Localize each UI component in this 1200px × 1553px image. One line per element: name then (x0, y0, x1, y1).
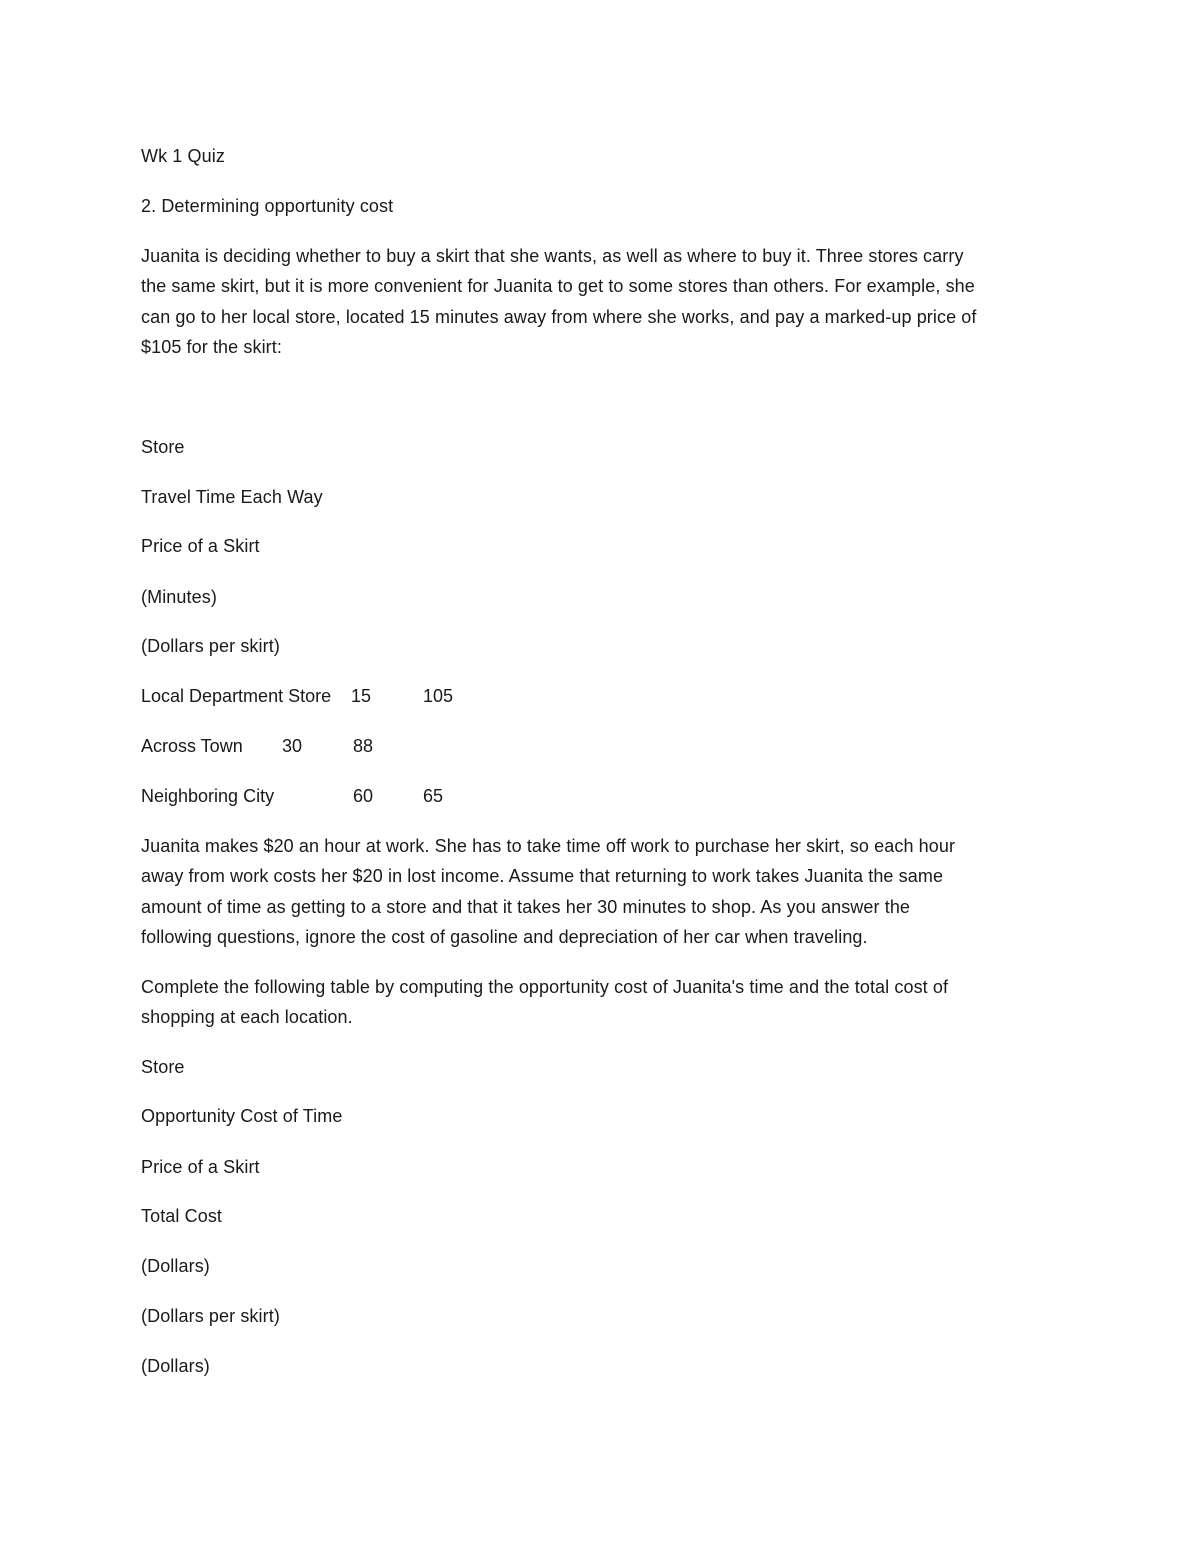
table1-price-cell: 88 (353, 736, 374, 756)
quiz-title: Wk 1 Quiz (141, 146, 225, 166)
body-line-4: following questions, ignore the cost of gasoline and depreciation of her car when traveling. (141, 927, 868, 947)
body-line-1: Juanita makes $20 an hour at work. She has to take time off work to purchase her skirt, so each hour (141, 836, 956, 856)
table1-time-cell: 30 (282, 736, 303, 756)
table1-time-cell: 15 (351, 686, 372, 706)
table1-price-cell: 65 (423, 786, 444, 806)
table1-store-cell: Local Department Store (141, 686, 332, 706)
body-line-2: away from work costs her $20 in lost income. Assume that returning to work takes Juanita the same (141, 866, 944, 886)
instruction-line-1: Complete the following table by computing the opportunity cost of Juanita's time and the total cost of (141, 977, 949, 997)
intro-line-1: Juanita is deciding whether to buy a skirt that she wants, as well as where to buy it. Three stores carry (141, 246, 964, 266)
table2-header-dollars-per-skirt: (Dollars per skirt) (141, 1306, 280, 1326)
table2-header-total-cost: Total Cost (141, 1206, 223, 1226)
intro-line-2: the same skirt, but it is more convenient for Juanita to get to some stores than others. For example, she (141, 276, 975, 296)
instruction-line-2: shopping at each location. (141, 1007, 353, 1027)
table2-header-total-dollars: (Dollars) (141, 1356, 210, 1376)
intro-line-4: $105 for the skirt: (141, 337, 282, 357)
table1-header-dollars-per-skirt: (Dollars per skirt) (141, 636, 280, 656)
table1-time-cell: 60 (353, 786, 374, 806)
table2-header-opportunity-cost: Opportunity Cost of Time (141, 1106, 343, 1126)
intro-line-3: can go to her local store, located 15 minutes away from where she works, and pay a marked-up price of (141, 307, 977, 327)
table1-store-cell: Across Town (141, 736, 243, 756)
table2-header-store: Store (141, 1057, 185, 1077)
table1-header-travel-time: Travel Time Each Way (141, 487, 323, 507)
table1-header-store: Store (141, 437, 185, 457)
question-heading: 2. Determining opportunity cost (141, 196, 394, 216)
body-line-3: amount of time as getting to a store and that it takes her 30 minutes to shop. As you answer the (141, 897, 911, 917)
table1-store-cell: Neighboring City (141, 786, 275, 806)
table2-header-dollars: (Dollars) (141, 1256, 210, 1276)
table2-header-price: Price of a Skirt (141, 1157, 260, 1177)
table1-price-cell: 105 (423, 686, 454, 706)
table1-header-minutes: (Minutes) (141, 587, 217, 607)
table1-header-price: Price of a Skirt (141, 536, 260, 556)
